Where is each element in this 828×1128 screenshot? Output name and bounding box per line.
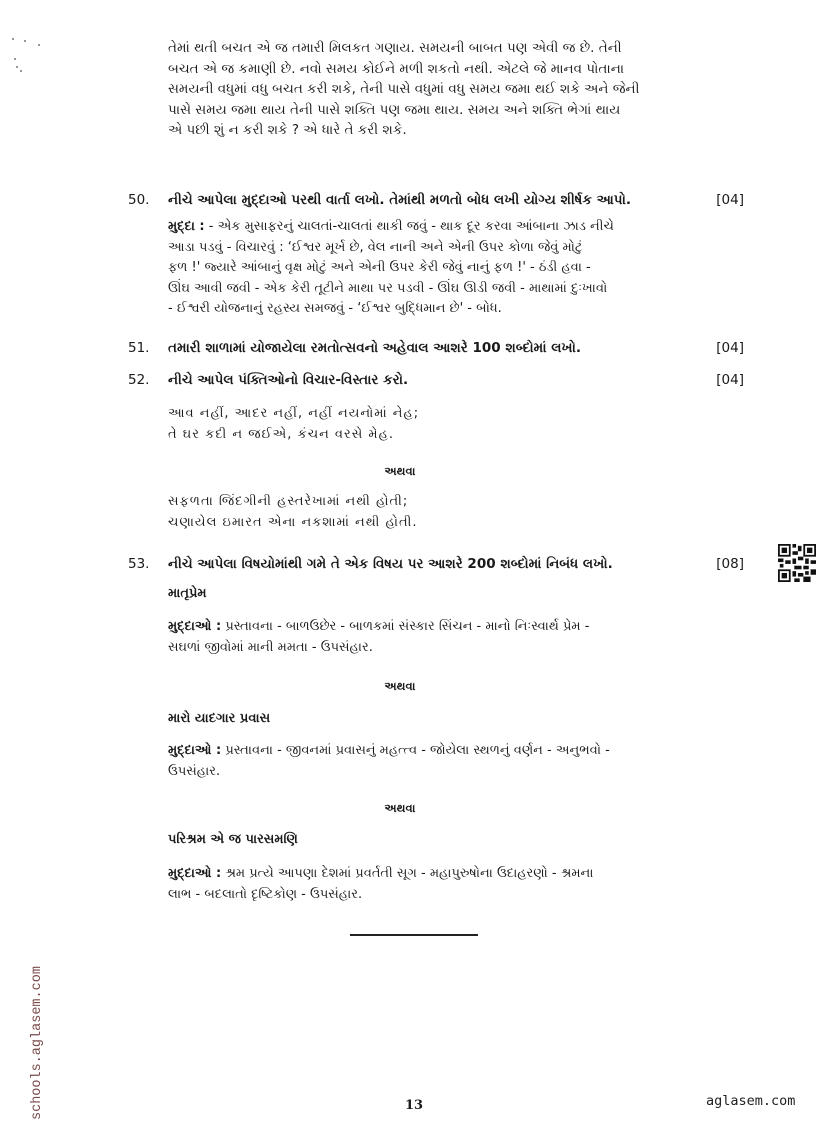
points-line: શ્રમ પ્રત્યે આપણા દેશમાં પ્રવર્તતી સૂગ - મહાપુરુષોના ઉદાહરણો - શ્રમના [225,866,594,881]
scan-specks [10,36,50,86]
question-number: 53. [128,556,150,572]
intro-line: પાસે સમય જમા થાય તેની પાસે શક્તિ પણ જમા થાય. સમય અને શક્તિ ભેગાં થાય [168,101,621,118]
essay-topic-points [168,864,708,905]
poem-2 [168,492,417,533]
intro-paragraph [168,38,716,141]
qr-code-icon [777,544,817,582]
watermark-bottom-right: aglasem.com [706,1093,796,1109]
question-text: તમારી શાળામાં યોજાયેલા રમતોત્સવનો અહેવાલ આશરે 100 શબ્દોમાં લખો. [168,340,582,356]
question-text: નીચે આપેલા વિષયોમાંથી ગમે તે એક વિષય પર આશરે 200 શબ્દોમાં નિબંધ લખો. [168,556,613,572]
question-marks: [04] [716,340,744,356]
points-label: મુદ્દાઓ : [168,866,222,881]
poem-1 [168,404,419,445]
question-text: નીચે આપેલ પંક્તિઓનો વિચાર-વિસ્તાર કરો. [168,372,409,388]
points-line: સઘળાં જીવોમાં માની મમતા - ઉપસંહાર. [168,639,373,655]
or-divider: અથવા [384,801,416,815]
poem-line: તે ઘર કદી ન જઈએ, કંચન વરસે મેહ. [168,426,394,442]
end-rule [350,934,478,936]
points-line: - ઈશ્વરી યોજનાનું રહસ્ય સમજવું - ‘ઈશ્વર બુદ્ધિમાન છે' - બોધ. [168,301,502,316]
question-50-points [168,217,708,320]
or-divider: અથવા [384,679,416,693]
points-line: - એક મુસાફરનું ચાલતાં-ચાલતાં થાકી જવું - થાક દૂર કરવા આંબાના ઝાડ નીચે [208,219,614,234]
or-divider: અથવા [384,464,416,478]
points-label: મુદ્દાઓ : [168,619,222,634]
question-marks: [08] [716,556,744,572]
intro-line: બચત એ જ કમાણી છે. નવો સમય કોઈને મળી શકતો નથી. એટલે જે માનવ પોતાના [168,60,625,77]
question-number: 51. [128,340,150,356]
page-number: 13 [405,1098,424,1113]
question-number: 50. [128,192,150,208]
poem-line: સફળતા જિંદગીની હસ્તરેખામાં નથી હોતી; [168,494,409,509]
intro-line: તેમાં થતી બચત એ જ તમારી મિલકત ગણાય. સમયની બાબત પણ એવી જ છે. તેની [168,40,622,56]
points-line: આડા પડવું - વિચારવું : ‘ઈશ્વર મૂર્ખ છે, વેલ નાની અને એની ઉપર કોળા જેવું મોટું [168,239,583,255]
question-number: 52. [128,372,150,388]
essay-topic-title: મારો યાદગાર પ્રવાસ [168,711,271,726]
points-line: પ્રસ્તાવના - બાળઉછેર - બાળકમાં સંસ્કાર સિંચન - માનો નિઃસ્વાર્થ પ્રેમ - [225,619,590,634]
poem-line: આવ નહીં, આદર નહીં, નહીં નયનોમાં નેહ; [168,406,420,421]
essay-topic-title: માતૃપ્રેમ [168,586,207,601]
intro-line: સમયની વધુમાં વધુ બચત કરી શકે, તેની પાસે વધુમાં વધુ સમય જમા થઈ શકે અને જેની [168,81,640,97]
points-line: ઉપસંહાર. [168,763,221,779]
points-label: મુદ્દા : [168,219,205,234]
question-marks: [04] [716,372,744,388]
points-line: લાભ - બદલાતો દૃષ્ટિકોણ - ઉપસંહાર. [168,886,363,902]
points-label: મુદ્દાઓ : [168,743,222,758]
poem-line: ચણાયેલ ઇમારત એના નકશામાં નથી હોતી. [168,514,418,530]
intro-line: એ પછી શું ન કરી શકે ? એ ધારે તે કરી શકે. [168,122,407,138]
watermark-side: schools.aglasem.com [30,966,45,1120]
question-text: નીચે આપેલા મુદ્દાઓ પરથી વાર્તા લખો. તેમાંથી મળતો બોધ લખી યોગ્ય શીર્ષક આપો. [168,192,632,208]
points-line: પ્રસ્તાવના - જીવનમાં પ્રવાસનું મહત્ત્વ - જોયેલા સ્થળનું વર્ણન - અનુભવો - [225,743,610,758]
points-line: ઊંઘ આવી જવી - એક કેરી તૂટીને માથા પર પડવી - ઊંઘ ઊડી જવી - માથામાં દુઃખાવો [168,280,608,296]
essay-topic-points [168,617,708,658]
question-marks: [04] [716,192,744,208]
essay-topic-points [168,741,708,782]
points-line: ફળ !' જ્યારે આંબાનું વૃક્ષ મોટું અને એની ઉપર કેરી જેવું નાનું ફળ !' - ઠંડી હવા - [168,260,591,275]
essay-topic-title: પરિશ્રમ એ જ પારસમણિ [168,832,298,847]
